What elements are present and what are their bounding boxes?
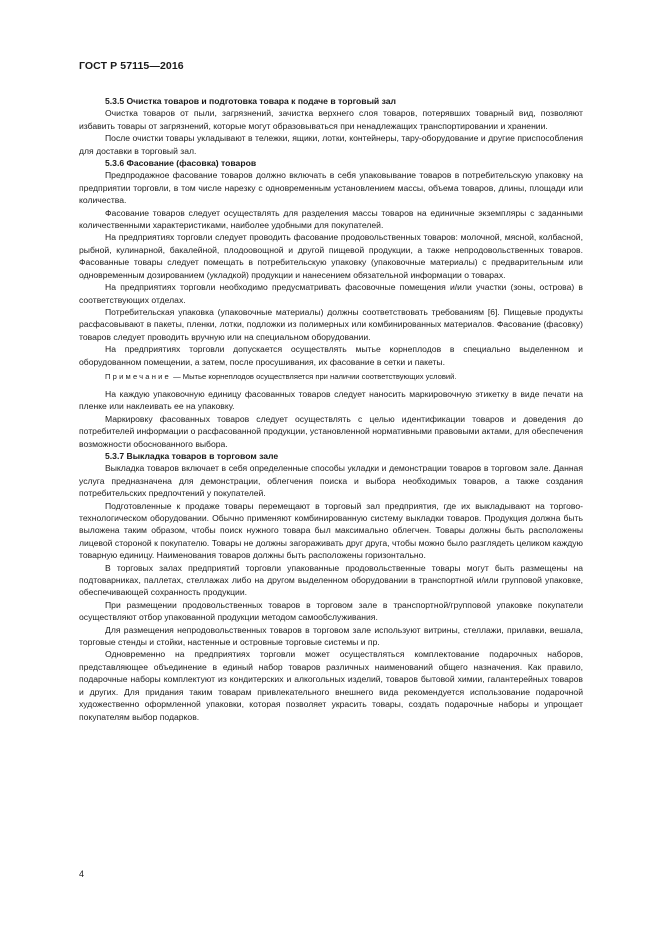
- paragraph: На предприятиях торговли допускается осуществлять мытье корнеплодов в специально выделенном и оборудованном помещении, а затем, после просушивания, их фасование в сетки и пакеты.: [79, 344, 583, 367]
- document-header: ГОСТ Р 57115—2016: [79, 60, 184, 72]
- paragraph: Для размещения непродовольственных товаров в торговом зале используют витрины, стеллажи, прилавки, вешала, торговые стенды и стойки, настенные и островные торговые системы и пр.: [79, 624, 583, 648]
- paragraph: Потребительская упаковка (упаковочные материалы) должны соответствовать требованиям [6]. Пищевые продукты расфасовывают в пакеты, пленки, лотки, подложки из полимерных или комбинированных материалов. Фасование (фасовку) товаров следует проводить вручную или на специальном оборудовании.: [79, 306, 583, 342]
- paragraph: На каждую упаковочную единицу фасованных товаров следует наносить маркировочную этикетку в виде печати на пленке или наклеивать ее на упаковку.: [79, 388, 583, 412]
- paragraph: При размещении продовольственных товаров в торговом зале в транспортной/групповой упаковке покупатели осуществляют отбор упакованной продукции методом самообслуживания.: [79, 599, 583, 623]
- paragraph: В торговых залах предприятий торговли упакованные продовольственные товары могут быть размещены на подтоварниках, паллетах, стеллажах либо на другом выделенном оборудовании в транспортной и/или групповой упаковке, обеспечивающей сохранность продукции.: [79, 562, 583, 598]
- note-text: — Мытье корнеплодов осуществляется при наличии соответствующих условий.: [170, 371, 457, 381]
- paragraph: Подготовленные к продаже товары перемещают в торговый зал предприятия, где их выкладывают на торгово-технологическом оборудовании. Обычно применяют комбинированную систему выкладки товаров. Продукция должна быть выложена таким образом, чтобы поиск нужного товара был максимально облегчен. Товары должны быть расположены лицевой стороной к покупателю. Товары не должны загораживать друг друга, чтобы можно было разглядеть целиком каждую товарную единицу. Наименования товаров должны быть расположены горизонтально.: [79, 500, 583, 561]
- paragraph: Выкладка товаров включает в себя определенные способы укладки и демонстрации товаров в торговом зале. Данная услуга предназначена для демонстрации, облегчения поиска и выбора необходимых товаров, а также создания потребительских предпочтений у покупателей.: [79, 463, 583, 499]
- page-number: 4: [79, 869, 85, 879]
- section-heading: 5.3.6 Фасование (фасовка) товаров: [105, 158, 257, 169]
- section-heading: 5.3.7 Выкладка товаров в торговом зале: [105, 450, 279, 461]
- paragraph: Одновременно на предприятиях торговли может осуществляться комплектование подарочных наборов, представляющее объединение в единый набор товаров различных наименований общего назначения. Как правило, подарочные наборы комплектуют из кондитерских и алкогольных изделий, товаров бытовой химии, галантерейных товаров и других. Для придания таким товарам привлекательного внешнего вида рекомендуется использование подарочной художественно оформленной упаковки, которая позволяет украсить товары, создать подарочные наборы и упрощает покупателям выбор подарков.: [79, 649, 583, 722]
- paragraph: Маркировку фасованных товаров следует осуществлять с целью идентификации товаров и доведения до потребителей информации о расфасованной продукции, установленной нормативными правовыми актами, для обеспечения возможности обоснованного выбора.: [79, 413, 583, 449]
- document-body: [79, 95, 583, 723]
- paragraph: Очистка товаров от пыли, загрязнений, зачистка верхнего слоя товаров, потерявших товарный вид, позволяют избавить товары от загрязнений, которые могут образовываться при ненадлежащих транспортировании и хранении.: [79, 108, 583, 131]
- paragraph: Предпродажное фасование товаров должно включать в себя упаковывание товаров в потребительскую упаковку на предприятии торговли, в том числе нарезку с одновременным установлением массы, объема товаров, длины, площади или количества.: [79, 170, 583, 206]
- paragraph: Фасование товаров следует осуществлять для разделения массы товаров на единичные экземпляры с заданными количественными характеристиками, наиболее удобными для покупателей.: [79, 207, 583, 231]
- paragraph: После очистки товары укладывают в тележки, ящики, лотки, контейнеры, тару-оборудование и другие приспособления для доставки в торговый зал.: [79, 133, 583, 156]
- paragraph: На предприятиях торговли необходимо предусматривать фасовочные помещения и/или участки (зоны, острова) в соответствующих отделах.: [79, 282, 583, 305]
- section-heading: 5.3.5 Очистка товаров и подготовка товара к подаче в торговый зал: [105, 96, 396, 106]
- note: [79, 371, 583, 382]
- note-label: Примечание: [105, 371, 171, 381]
- paragraph: На предприятиях торговли следует проводить фасование продовольственных товаров: молочной, мясной, колбасной, рыбной, кулинарной, бакалейной, плодоовощной и другой пищевой продукции, а также непродовольственных товаров. Фасованные товары следует помещать в потребительскую упаковку (упаковочные материалы) с предварительным или одновременным дозированием (укладкой) продукции и нанесением обязательной информации о товарах.: [79, 232, 583, 280]
